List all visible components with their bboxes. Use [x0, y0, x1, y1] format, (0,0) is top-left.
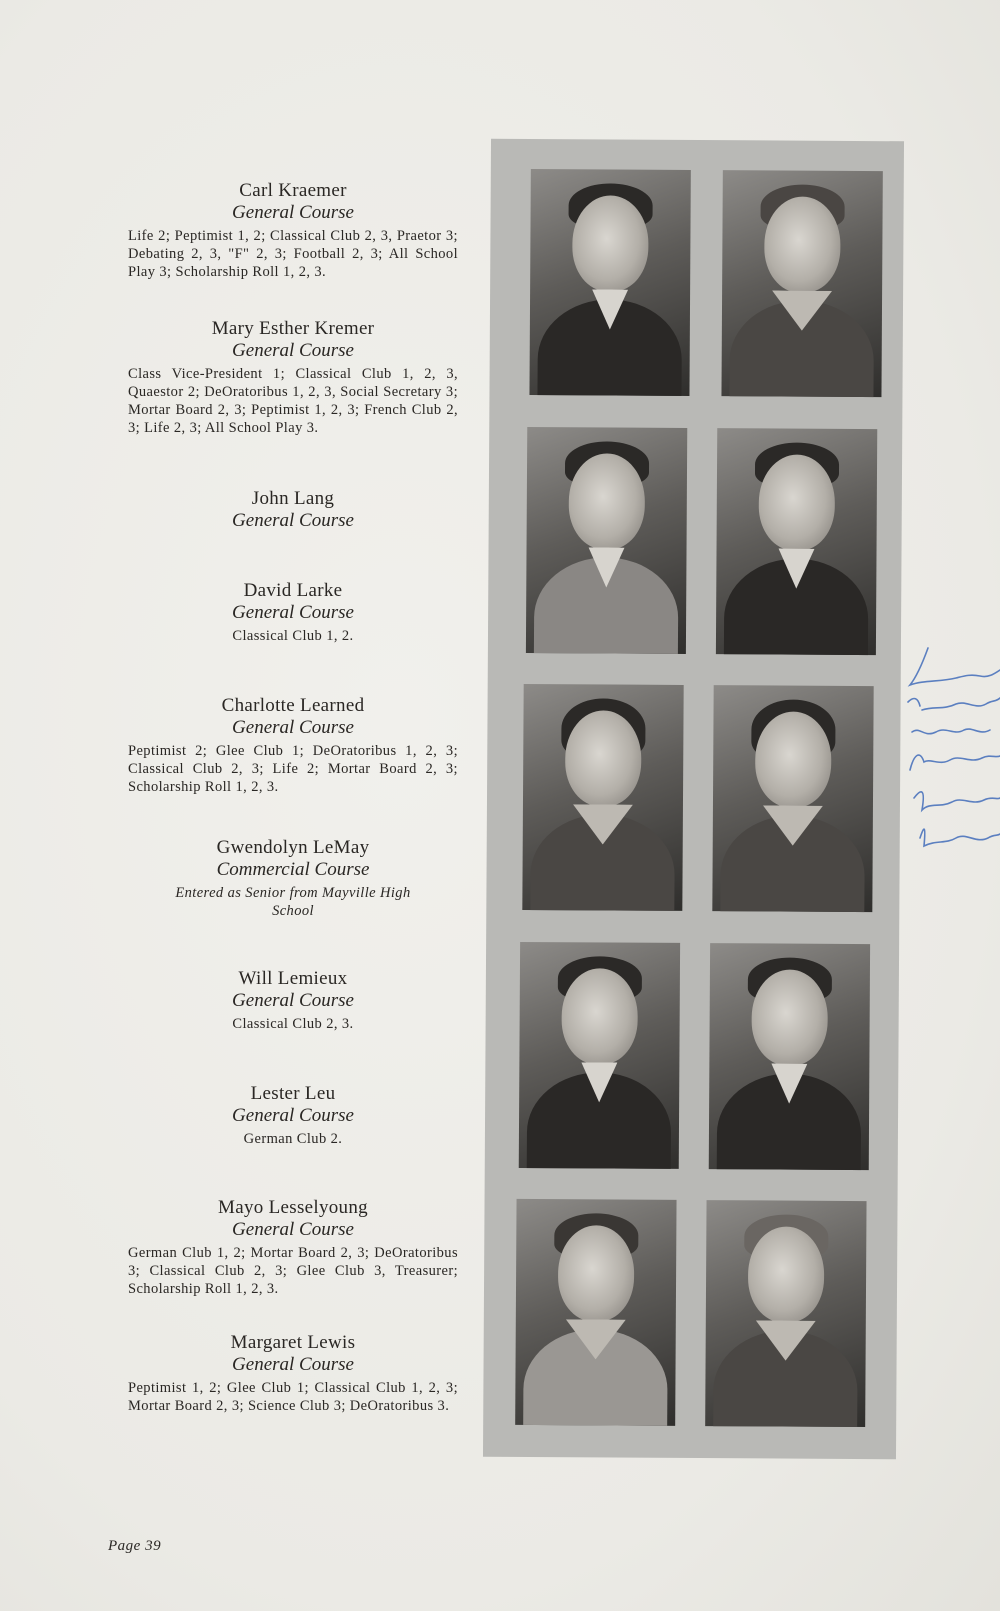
student-activities: Class Vice-President 1; Classical Club 1, 2, 3, Quaestor 2; DeOratoribus 1, 2, 3, Social Secretary 3; Mortar Board 2, 3; Peptimist 1, 2, 3; French Club 2, 3; Life 2, 3; All School Play 3.	[128, 366, 458, 436]
student-name: Margaret Lewis	[230, 1332, 356, 1353]
student-name: Gwendolyn LeMay	[216, 837, 370, 858]
portrait-photo	[705, 1200, 866, 1427]
senior-entry	[128, 1197, 458, 1298]
student-name: Will Lemieux	[238, 968, 348, 989]
portrait-photo	[529, 169, 690, 396]
student-name: David Larke	[243, 580, 343, 601]
portrait-photo	[716, 428, 877, 655]
portrait-photo	[709, 943, 870, 1170]
portrait-photo	[526, 427, 687, 654]
handwritten-inscription	[900, 640, 1000, 880]
student-course: General Course	[232, 990, 354, 1011]
portrait-photo	[522, 684, 683, 911]
student-course: General Course	[232, 717, 354, 738]
student-activities: German Club 1, 2; Mortar Board 2, 3; DeOratoribus 3; Classical Club 2, 3; Glee Club 3, Treasurer; Scholarship Roll 1, 2, 3.	[128, 1245, 458, 1297]
senior-entry	[128, 488, 458, 532]
portrait-photo	[515, 1199, 676, 1426]
student-course: General Course	[232, 1354, 354, 1375]
portrait-photo	[721, 170, 882, 397]
page-number: Page 39	[108, 1538, 162, 1554]
student-course: General Course	[232, 602, 354, 623]
student-activities: Life 2; Peptimist 1, 2; Classical Club 2, 3, Praetor 3; Debating 2, 3, "F" 2, 3; Football 2, 3; All School Play 3; Scholarship Roll 1, 2, 3.	[128, 228, 458, 280]
senior-entry	[128, 180, 458, 281]
senior-entry	[128, 1332, 458, 1415]
senior-entry	[128, 695, 458, 796]
senior-entry	[128, 968, 458, 1033]
student-course: General Course	[232, 202, 354, 223]
student-course: General Course	[232, 510, 354, 531]
student-course: Commercial Course	[216, 859, 370, 880]
student-activities: Classical Club 1, 2.	[232, 628, 354, 644]
student-activities: Peptimist 1, 2; Glee Club 1; Classical Club 1, 2, 3; Mortar Board 2, 3; Science Club 3; DeOratoribus 3.	[128, 1380, 458, 1414]
student-name: Carl Kraemer	[239, 180, 347, 201]
student-name: Mary Esther Kremer	[211, 318, 375, 339]
student-course: General Course	[232, 340, 354, 361]
student-name: Lester Leu	[250, 1083, 336, 1104]
senior-entry	[128, 837, 458, 920]
portrait-panel	[483, 139, 904, 1459]
senior-entry	[128, 580, 458, 645]
student-activities: Classical Club 2, 3.	[232, 1016, 354, 1032]
senior-entry	[128, 1083, 458, 1148]
portrait-photo	[712, 685, 873, 912]
student-course: General Course	[232, 1219, 354, 1240]
student-name: John Lang	[251, 488, 335, 509]
portrait-photo	[519, 942, 680, 1169]
student-name: Mayo Lesselyoung	[218, 1197, 368, 1218]
student-name: Charlotte Learned	[221, 695, 365, 716]
senior-entry	[128, 318, 458, 437]
student-course: General Course	[232, 1105, 354, 1126]
student-activities: Entered as Senior from Mayville High School	[175, 885, 411, 919]
student-activities: Peptimist 2; Glee Club 1; DeOratoribus 1, 2, 3; Classical Club 2, 3; Life 2; Mortar Board 2, 3; Scholarship Roll 1, 2, 3.	[128, 743, 458, 795]
student-activities: German Club 2.	[243, 1131, 343, 1147]
